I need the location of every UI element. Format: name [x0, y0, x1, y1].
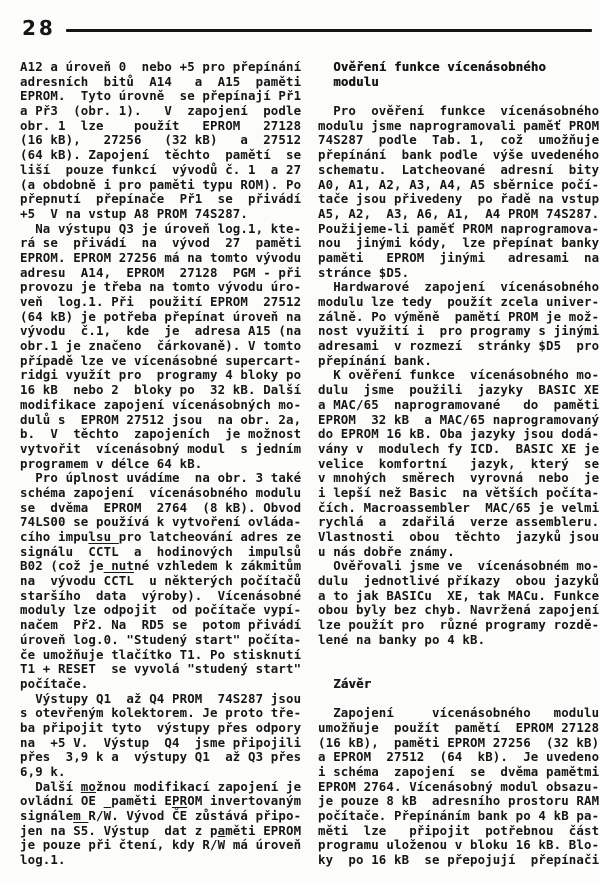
left-column — [20, 60, 304, 868]
text-line: adresami v rozmezí stránky $D5 pro — [318, 338, 600, 354]
text-line: lené na banky po 4 kB. — [318, 631, 486, 647]
text-line: ky po 16 kB se přepojují přepínači — [318, 852, 600, 868]
overlined-signal: CCTL — [103, 573, 135, 589]
text-line: Pro ověření funkce vícenásobného — [318, 103, 600, 119]
text-line: (64 kB) je potřeba přepínat úroveň na — [20, 308, 302, 324]
text-line: i schéma zapojení se dvěma pamětmi — [318, 764, 600, 779]
section-heading-line: Ověření funkce vícenásobného — [318, 59, 546, 74]
overlined-signal: $\overline{W}$ — [103, 808, 112, 824]
text-line: načem Př2. Na RD5 se potom přivádí — [20, 617, 302, 633]
text-line: je pouze 8 kB adresního prostoru RAM — [318, 793, 600, 809]
text-line: 74LS00 se používá k vytvoření ovláda- — [20, 514, 302, 530]
overlined-signal: S5 — [73, 822, 89, 838]
text-line: dulu jsme použili jazyky BASIC XE — [318, 382, 600, 398]
text-line: programu uloženou v bloku 16 kB. Blo- — [318, 837, 600, 853]
text-line: nost využití i pro programy s jinými — [318, 323, 600, 339]
text-line: log.1. — [20, 852, 66, 868]
text-line: stránce $D5. — [318, 264, 410, 280]
text-line: čích. Macroassembler MAC/65 je velmi — [318, 499, 600, 515]
page-number: 28 — [22, 16, 56, 40]
text-line: počítače. Přepínáním bank po 4 kB pa- — [318, 808, 600, 824]
text-line — [318, 692, 600, 707]
text-line: modifikace zapojení vícenásobných mo- — [20, 396, 302, 412]
text-line: 74S287 podle Tab. 1, což umožňuje — [318, 132, 600, 148]
text-line: nou jinými kódy, lze přepínat banky — [318, 235, 600, 251]
text-line: se dvěma EPROM 2764 (8 kB). Obvod — [20, 499, 302, 515]
text-line: rychlá a zdařilá verze assembleru. — [318, 514, 600, 530]
text-line: Ověřovali jsme ve vícenásobném mo- — [318, 558, 600, 574]
text-line: ba připojit tyto výstupy přes odpory — [20, 719, 302, 735]
text-line: A5, A2, A3, A6, A1, A4 PROM 74S287. — [318, 205, 600, 221]
text-line: obr. 1 lze použít EPROM 27128 — [20, 117, 302, 133]
text-line: v mnohých směrech vyrovná nebo je — [318, 470, 600, 486]
text-line: a EPROM 27512 (64 kB). Je uvedeno — [318, 749, 600, 765]
text-line: vytvořit vícenásobný modul s jedním — [20, 440, 302, 456]
text-line: přes 3,9 k a výstupy Q1 až Q3 přes — [20, 749, 302, 765]
text-line — [318, 648, 600, 663]
text-line: modulu jsme naprogramovali paměť PROM — [318, 117, 600, 133]
text-line: signálem $R/\overline{W}$. Vývod $\overline{ČE}$ zůstává připo- — [20, 808, 302, 824]
text-line: veň log.1. Při použití EPROM 27512 — [20, 294, 302, 309]
text-line: A0, A1, A2, A3, A4, A5 sběrnice počí- — [318, 176, 600, 192]
text-line: programem v délce 64 kB. — [20, 455, 203, 471]
text-line: Pro úplnost uvádíme na obr. 3 také — [20, 470, 302, 486]
text-line: velice komfortní jazyk, který se — [318, 455, 600, 471]
text-line: a MAC/65 naprogramované do paměti — [318, 396, 600, 412]
text-line: (16 kB), paměti EPROM 27256 (32 kB) — [318, 734, 600, 750]
section-heading-line: Závěr — [318, 675, 372, 691]
text-line: adresních bitů A14 a A15 paměti — [20, 73, 302, 89]
text-line: a to jak BASICu XE, tak MACu. Funkce — [318, 587, 600, 603]
text-line: EPROM 32 kB a MAC/65 naprogramovaný — [318, 411, 600, 427]
text-line: K ověření funkce vícenásobného mo- — [318, 367, 600, 383]
text-line: dulu jednotlivé příkazy obou jazyků — [318, 573, 600, 589]
text-line: adresu A14, EPROM 27128 PGM - při — [20, 264, 302, 280]
text-line: provozu je třeba na tomto vývodu úro- — [20, 279, 302, 295]
text-line: schematu. Latcheované adresní bity — [318, 161, 600, 177]
text-line: Na výstupu Q3 je úroveň log.1, kte- — [20, 220, 302, 236]
right-column — [318, 60, 600, 868]
text-line: do EPROM 16 kB. Oba jazyky jsou dodá- — [318, 426, 600, 442]
text-line: 6,9 k. — [20, 764, 66, 779]
two-column-text — [0, 60, 600, 868]
text-line: u nás dobře známy. — [318, 543, 455, 559]
text-line: vány v modulech fy ICD. BASIC XE je — [318, 440, 600, 456]
text-line: počítače. — [20, 675, 89, 691]
text-line: T1 + RESET se vyvolá "studený start" — [20, 661, 302, 677]
text-line: na +5 V. Výstup Q4 jsme připojili — [20, 734, 302, 750]
text-line: s otevřeným kolektorem. Je proto tře- — [20, 705, 302, 721]
text-line — [318, 662, 600, 677]
text-line: jen na S5. Výstup dat z paměti EPROM — [20, 822, 302, 838]
text-line: dulů s EPROM 27512 jsou na obr. 2a, — [20, 411, 302, 427]
text-line: +5 V na vstup A8 PROM 74S287. — [20, 205, 248, 221]
text-line: přepnutí přepínače Př1 se přivádí — [20, 191, 302, 207]
text-line: 16 kB nebo 2 bloky po 32 kB. Další — [20, 382, 302, 398]
text-line: staršího data výroby). Vícenásobné — [20, 587, 302, 603]
text-line: EPROM. EPROM 27256 má na tomto vývodu — [20, 249, 302, 265]
text-line: EPROM 2764. Vícenásobný modul obsazu- — [318, 778, 600, 794]
text-line: umožňuje použít pamětí EPROM 27128 — [318, 719, 600, 735]
text-line: Hardwarové zapojení vícenásobného — [318, 279, 600, 295]
section-heading-line: modulu — [318, 73, 379, 89]
page-header — [0, 0, 600, 38]
text-line: če umožňuje tlačítko T1. Po stisknutí — [20, 646, 302, 662]
text-line: případě lze ve vícenásobné supercart- — [20, 352, 302, 368]
text-line: b. V těchto zapojeních je možnost — [20, 426, 302, 442]
text-line: (a obdobně i pro paměti typu ROM). Po — [20, 176, 302, 192]
text-line: je pouze při čtení, kdy $R/\overline{W}$ má úroveň — [20, 837, 302, 853]
text-line: (16 kB), 27256 (32 kB) a 27512 — [20, 132, 302, 148]
text-line: schéma zapojení vícenásobného modulu — [20, 484, 302, 500]
text-line: lze použít pro různé programy rozdě- — [318, 617, 600, 633]
text-line: a Př3 (obr. 1). V zapojení podle — [20, 103, 302, 119]
text-line: B02 (což je nutné vzhledem k zákmitům — [20, 558, 302, 574]
text-line: na vývodu CCTL u některých počítačů — [20, 573, 302, 589]
text-line: rá se přivádí na vývod 27 paměti — [20, 235, 302, 251]
text-line: úroveň log.0. "Studený start" počíta- — [20, 631, 302, 647]
text-line: vývodu č.1, kde je adresa A15 (na — [20, 323, 302, 339]
text-line: modulu lze tedy použít zcela univer- — [318, 294, 600, 309]
text-line: ovládní $\overline{OE}$ paměti EPROM invertovaným — [20, 793, 302, 809]
text-line: Výstupy Q1 až Q4 PROM 74S287 jsou — [20, 690, 302, 706]
text-line: (64 kB). Zapojení těchto pamětí se — [20, 147, 302, 163]
text-line: obou byly bez chyb. Navržená zapojení — [318, 602, 600, 618]
text-line: A12 a úroveň 0 nebo +5 pro přepínání — [20, 59, 302, 74]
text-line: Další možnou modifikací zapojení je — [20, 778, 302, 794]
text-line: přepínání bank podle výše uvedeného — [318, 147, 600, 163]
text-line: tače jsou přivedeny po řadě na vstup — [318, 191, 600, 207]
text-line: EPROM. Tyto úrovně se přepínají Př1 — [20, 88, 302, 104]
overlined-signal: $\overline{W}$ — [217, 837, 226, 853]
text-line: měti lze připojit potřebnou část — [318, 822, 600, 838]
header-rule — [66, 29, 592, 32]
text-line: Zapojení vícenásobného modulu — [318, 705, 600, 721]
text-line: ridgi využít pro programy 4 bloky po — [20, 367, 302, 383]
text-line: signálu CCTL a hodinových impulsů — [20, 543, 302, 559]
text-line: přepínání bank. — [318, 352, 432, 368]
text-line: i lepší než Basic na větších počíta- — [318, 484, 600, 500]
overlined-signal: CCTL — [88, 543, 119, 559]
text-line: zálně. Po výměně pamětí PROM je mož- — [318, 308, 600, 324]
text-line: liší pouze funkcí vývodů č. 1 a 27 — [20, 161, 302, 177]
text-line: obr.1 je značeno čárkovaně). V tomto — [20, 338, 302, 354]
text-line: cího impulsu pro latcheování adres ze — [20, 529, 302, 544]
text-line — [318, 89, 600, 104]
overlined-signal: $\overline{ČE}$ — [172, 808, 188, 824]
text-line: moduly lze odpojit od počítače vypí- — [20, 602, 302, 618]
text-line: Použijeme-li paměť PROM naprogramova- — [318, 220, 600, 236]
overlined-signal: $\overline{OE}$ — [80, 793, 97, 809]
text-line: Vlastnosti obou těchto jazyků jsou — [318, 529, 600, 544]
text-line: paměti EPROM jinými adresami na — [318, 249, 600, 265]
